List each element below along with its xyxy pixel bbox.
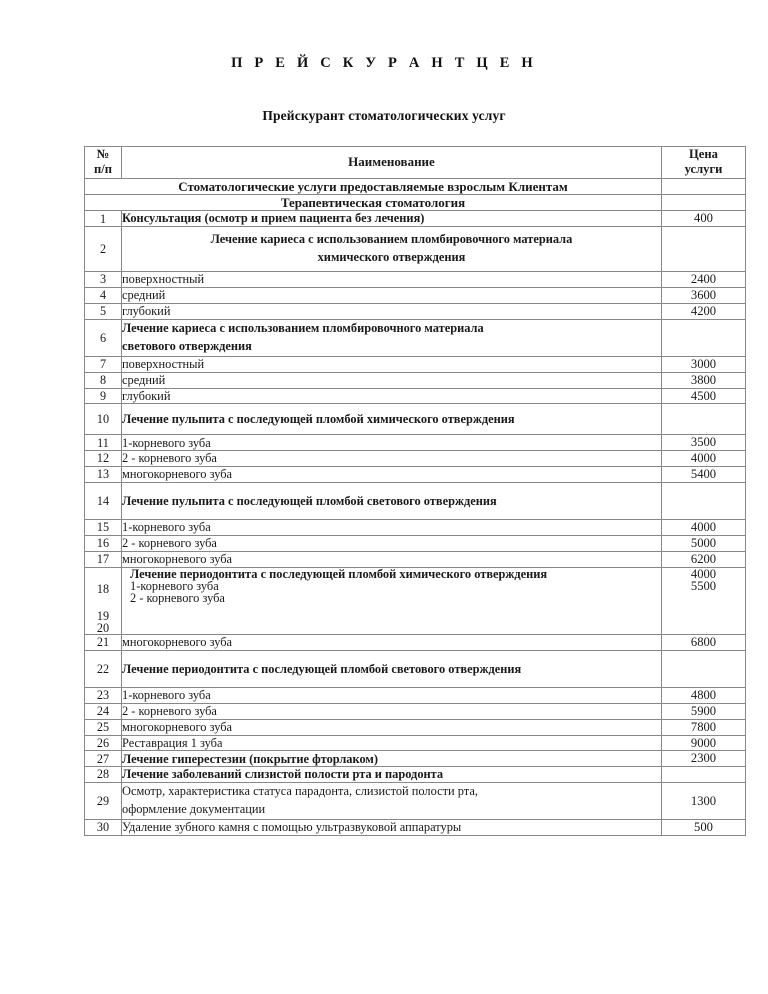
row-number: 9 (85, 388, 122, 404)
row-number: 6 (85, 319, 122, 356)
row-number: 10 (85, 404, 122, 435)
row-number: 22 (85, 651, 122, 688)
table-row (85, 735, 746, 751)
column-header-price-line1: Цена (689, 147, 718, 161)
row-number: 2 (85, 227, 122, 272)
row-service-name: многокорневого зуба (122, 467, 662, 483)
row-number: 29 (85, 782, 122, 819)
table-row (85, 319, 746, 356)
table-row (85, 404, 746, 435)
row-service-name: средний (122, 372, 662, 388)
section-title-therapeutic: Терапевтическая стоматология (85, 195, 662, 211)
row-price: 4000 (690, 566, 717, 581)
row-price-stack (662, 567, 746, 635)
row-price (662, 767, 746, 783)
stack-spacer (85, 568, 121, 583)
table-row (85, 688, 746, 704)
row-price: 4500 (662, 388, 746, 404)
table-row (85, 767, 746, 783)
table-row (85, 451, 746, 467)
row-number: 19 (96, 608, 110, 623)
page-title: П Р Е Й С К У Р А Н Т Ц Е Н (231, 55, 537, 71)
row-number: 3 (85, 272, 122, 288)
table-row (85, 303, 746, 319)
row-service-name: поверхностный (122, 356, 662, 372)
row-number: 27 (85, 751, 122, 767)
row-price: 2300 (662, 751, 746, 767)
table-row (85, 535, 746, 551)
row-service-name: 1-корневого зуба (122, 688, 662, 704)
row-service-name: многокорневого зуба (122, 635, 662, 651)
table-row (85, 635, 746, 651)
table-row (85, 227, 746, 272)
row-number-stack (85, 567, 122, 635)
row-price: 4200 (662, 303, 746, 319)
column-header-name: Наименование (122, 147, 662, 179)
table-row (85, 482, 746, 519)
row-price (662, 319, 746, 356)
row-price: 3800 (662, 372, 746, 388)
row-service-name-line2: оформление документации (122, 801, 266, 816)
table-row (85, 467, 746, 483)
row-number: 24 (85, 703, 122, 719)
table-row (85, 435, 746, 451)
row-price: 7800 (662, 719, 746, 735)
row-price: 3000 (662, 356, 746, 372)
table-row (85, 703, 746, 719)
row-price: 5400 (662, 467, 746, 483)
row-number: 28 (85, 767, 122, 783)
row-service-name: поверхностный (122, 272, 662, 288)
row-number: 1 (85, 211, 122, 227)
table-header-row (85, 147, 746, 179)
row-service-name: 1-корневого зуба (122, 435, 662, 451)
row-service-name-stack (122, 567, 662, 635)
table-row (85, 372, 746, 388)
row-number: 5 (85, 303, 122, 319)
row-service-name: Лечение пульпита с последующей пломбой светового отверждения (122, 482, 662, 519)
row-number: 13 (85, 467, 122, 483)
price-table (84, 146, 746, 836)
row-number: 16 (85, 535, 122, 551)
price-table-container (84, 146, 745, 836)
row-price: 400 (662, 211, 746, 227)
row-service-name: Лечение гиперестезии (покрытие фторлаком) (122, 751, 662, 767)
row-price: 4000 (662, 519, 746, 535)
row-service-name: средний (122, 288, 662, 304)
row-price (662, 482, 746, 519)
table-row (85, 819, 746, 835)
row-service-name (122, 782, 662, 819)
table-row (85, 751, 746, 767)
section-adults-price-cell (662, 178, 746, 194)
row-price: 9000 (662, 735, 746, 751)
table-row (85, 551, 746, 567)
row-price: 3600 (662, 288, 746, 304)
row-number: 11 (85, 435, 122, 451)
row-service-name: Консультация (осмотр и прием пациента без лечения) (122, 211, 662, 227)
row-number: 26 (85, 735, 122, 751)
row-number: 14 (85, 482, 122, 519)
row-service-name: многокорневого зуба (122, 719, 662, 735)
row-price: 4800 (662, 688, 746, 704)
section-therapeutic-price-cell (662, 195, 746, 211)
table-row (85, 719, 746, 735)
row-number: 8 (85, 372, 122, 388)
row-service-name-line1: Лечение кариеса с использованием пломбировочного материала (122, 320, 484, 335)
row-number: 21 (85, 635, 122, 651)
row-price: 3500 (662, 435, 746, 451)
table-row (85, 288, 746, 304)
table-row (85, 211, 746, 227)
table-row-group-18-20 (85, 567, 746, 635)
row-price: 5500 (690, 579, 717, 594)
column-header-price-line2: услуги (684, 162, 723, 177)
row-service-name (122, 319, 662, 356)
row-service-name: 2 - корневого зуба (122, 451, 662, 467)
row-service-name-line2: светового отверждения (122, 338, 252, 353)
row-service-name: Лечение пульпита с последующей пломбой химического отверждения (122, 404, 662, 435)
row-service-name-line2: химического отверждения (317, 250, 466, 265)
row-service-name (122, 227, 662, 272)
column-header-number-line1: № (96, 147, 110, 161)
row-price (662, 227, 746, 272)
row-price: 5000 (662, 535, 746, 551)
row-price: 6200 (662, 551, 746, 567)
section-title-adults: Стоматологические услуги предоставляемые взрослым Клиентам (85, 178, 662, 194)
row-service-name: Лечение периодонтита с последующей пломбой химического отверждения (130, 566, 548, 581)
row-service-name: глубокий (122, 303, 662, 319)
row-service-name: 1-корневого зуба (122, 519, 662, 535)
row-price: 1300 (662, 782, 746, 819)
table-row (85, 782, 746, 819)
row-service-name: многокорневого зуба (122, 551, 662, 567)
column-header-price (662, 147, 746, 179)
row-number: 25 (85, 719, 122, 735)
table-row (85, 272, 746, 288)
table-row (85, 388, 746, 404)
row-service-name: 2 - корневого зуба (122, 535, 662, 551)
table-row (85, 519, 746, 535)
row-price (662, 651, 746, 688)
row-service-name: 1-корневого зуба (130, 578, 219, 593)
row-service-name: 2 - корневого зуба (130, 591, 225, 606)
stack-spacer (85, 595, 121, 610)
row-number: 7 (85, 356, 122, 372)
section-row-adults (85, 178, 746, 194)
row-number: 30 (85, 819, 122, 835)
row-service-name: Реставрация 1 зуба (122, 735, 662, 751)
row-price: 4000 (662, 451, 746, 467)
row-service-name: 2 - корневого зуба (122, 703, 662, 719)
row-number: 23 (85, 688, 122, 704)
row-service-name: Лечение периодонтита с последующей пломбой светового отверждения (122, 651, 662, 688)
row-service-name: Удаление зубного камня с помощью ультразвуковой аппаратуры (122, 819, 662, 835)
row-number: 17 (85, 551, 122, 567)
row-service-name-line1: Осмотр, характеристика статуса парадонта, слизистой полости рта, (122, 783, 478, 798)
table-row (85, 651, 746, 688)
row-price: 6800 (662, 635, 746, 651)
row-number: 20 (96, 620, 110, 635)
section-row-therapeutic (85, 195, 746, 211)
row-price (662, 404, 746, 435)
row-number: 12 (85, 451, 122, 467)
row-number: 4 (85, 288, 122, 304)
page-subtitle: Прейскурант стоматологических услуг (262, 108, 506, 123)
row-number: 15 (85, 519, 122, 535)
table-row (85, 356, 746, 372)
row-price: 2400 (662, 272, 746, 288)
row-service-name: Лечение заболеваний слизистой полости рта и пародонта (122, 767, 662, 783)
column-header-number-line2: п/п (93, 162, 112, 177)
column-header-number (85, 147, 122, 179)
row-service-name: глубокий (122, 388, 662, 404)
row-price: 5900 (662, 703, 746, 719)
row-service-name-line1: Лечение кариеса с использованием пломбировочного материала (210, 232, 573, 247)
row-number: 18 (96, 581, 110, 596)
row-price: 500 (662, 819, 746, 835)
